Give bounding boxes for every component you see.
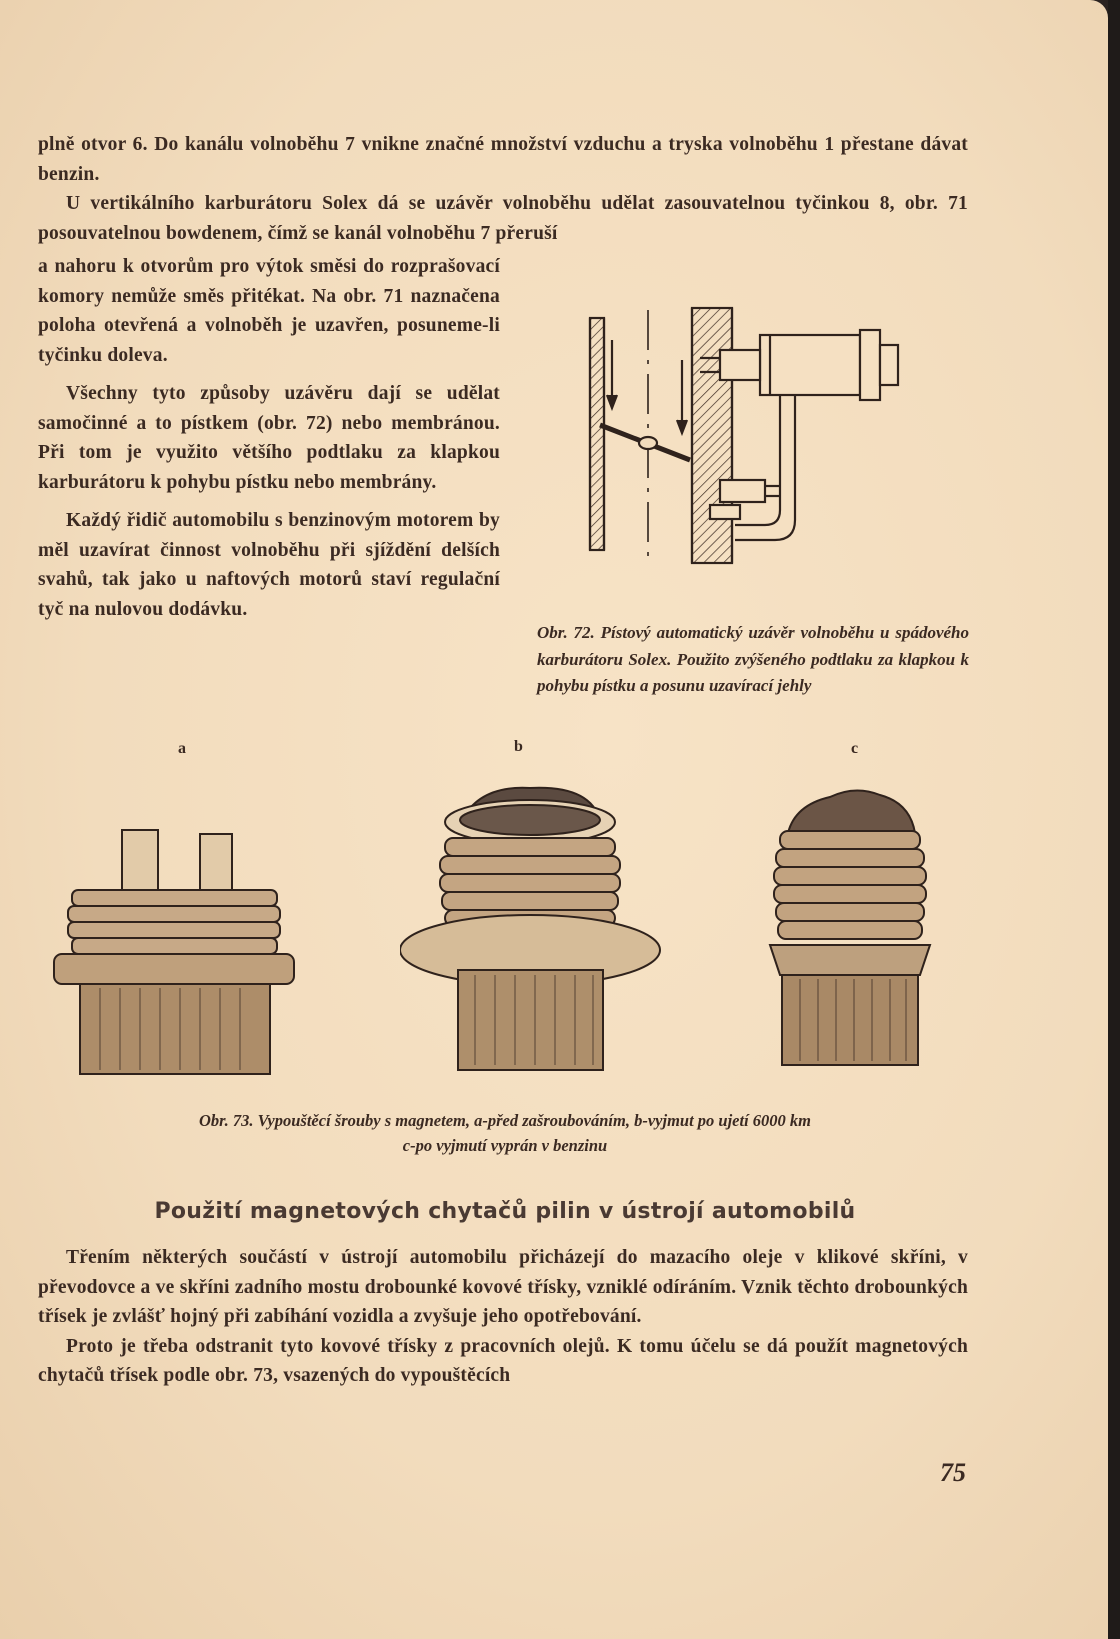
section-heading: Použití magnetových chytačů pilin v ústrojí automobilů xyxy=(154,1199,856,1224)
page-edge-shadow xyxy=(1108,0,1120,1639)
figure-73-label-b: b xyxy=(514,738,523,755)
section-paragraph-2: Proto je třeba odstranit tyto kovové třísky z pracovních olejů. K tomu účelu se dá použít magnetových chytačů třísek podle obr. 73, vsazených do vypouštěcích xyxy=(38,1335,968,1386)
left-paragraph-1: a nahoru k otvorům pro výtok směsi do rozprašovací komory nemůže směs přitékat. Na obr. 71 naznačena poloha otevřená a volnoběh je uzavřen, posuneme-li tyčinku doleva. xyxy=(38,256,500,366)
figure-73-label-a: a xyxy=(178,740,186,757)
left-paragraph-2: Všechny tyto způsoby uzávěru dají se udělat samočinné a to pístkem (obr. 72) nebo membránou. Při tom je využito většího podtlaku za klapkou karburátoru k pohybu pístku nebo membrány. xyxy=(38,383,500,493)
left-paragraph-3: Každý řidič automobilu s benzinovým motorem by měl uzavírat činnost volnoběhu při sjíždění delších svahů, tak jako u naftových motorů staví regulační tyč na nulovou dodávku. xyxy=(38,510,500,620)
section-body xyxy=(38,1243,968,1391)
intro-paragraph-2: U vertikálního karburátoru Solex dá se uzávěr volnoběhu udělat zasouvatelnou tyčinkou 8, obr. 71 posouvatelnou bowdenem, čímž se kanál volnoběhu 7 přeruší xyxy=(38,193,968,244)
intro-text xyxy=(38,130,968,248)
drain-plug-c-illustration xyxy=(760,785,940,1075)
figure-73-caption-line-2: c-po vyjmutí vyprán v benzinu xyxy=(402,1136,608,1155)
intro-paragraph-1: plně otvor 6. Do kanálu volnoběhu 7 vnikne značné množství vzduchu a tryska volnoběhu 1 přestane dávat benzin. xyxy=(38,134,968,185)
page-number: 75 xyxy=(940,1458,966,1487)
figure-73-caption-line-1: Obr. 73. Vypouštěcí šrouby s magnetem, a-před zašroubováním, b-vyjmut po ujetí 6000 km xyxy=(198,1111,812,1130)
drain-plug-b-illustration xyxy=(400,780,665,1080)
figure-72-caption: Obr. 72. Pístový automatický uzávěr volnoběhu u spádového karburátoru Solex. Použito zvýšeného podtlaku za klapkou k pohybu pístku a posunu uzavírací jehly xyxy=(537,623,969,695)
figure-73-caption xyxy=(40,1108,970,1158)
section-paragraph-1: Třením některých součástí v ústrojí automobilu přicházejí do mazacího oleje v klikové skříni, v převodovce a ve skříni zadního mostu drobounké kovové třísky, vzniklé odíráním. Vznik těchto drobounkých třísek je zvlášť hojný při zabíhání vozidla a zvyšuje jeho opotřebování. xyxy=(38,1247,968,1327)
left-column-text xyxy=(38,252,500,624)
figure-73-label-c: c xyxy=(851,740,859,757)
figure-72-diagram xyxy=(570,300,920,575)
drain-plug-a-illustration xyxy=(50,820,300,1085)
